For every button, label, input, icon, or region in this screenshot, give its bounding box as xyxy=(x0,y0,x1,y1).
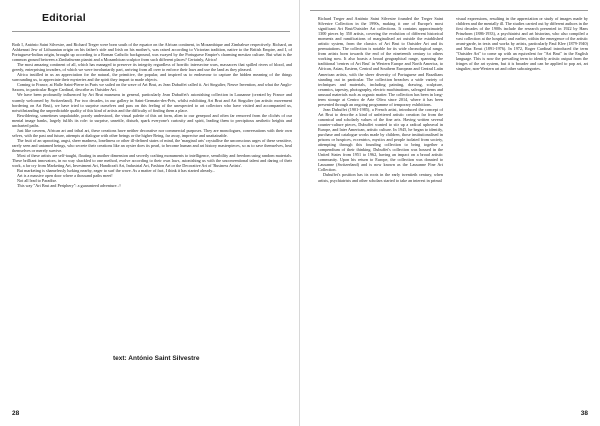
paragraph: Richard Treger and António Saint Silvestre founded the Treger Saint Silvestre Collection in the 1990s, making it one of Europe's most significant Art Brut/Outsider Art collections. It contains approximately 1300 pieces by 350 artists, covering the evolution of different historical moments and ramifications of marginalised art outside the established artistic system, from the classics of Art Brut to Outsider Art and its permutations. The collection is notable for its wide chronological range, from artists born towards the end of the nineteenth century to others working now. It also boasts a broad geographical range, spanning the traditional 'centres of Art Brut' in Western Europe and North America, to African, Asian, Eastern, Central and Southern European and Central Latin American artists, with the sheer diversity of Portuguese and Brazilians standing out in particular. The collection breaches a wide variety of techniques and materials, including painting, drawing, sculpture, ceramics, tapestry, photography, electric machinations, salvaged items and unusual materials such as organic matter. The collection has been in long-term storage at Centro de Arte Oliva since 2014, where it has been presented through an ongoing programme of temporary exhibitions. xyxy=(318,16,443,107)
paragraph: Not all lead to Paradise. xyxy=(17,178,58,184)
paragraph: Just like caverns, African art and tribal art, these creations have neither decorative nor commercial purposes. They are monologues, conversations with their own selves, with the past and future, attempts at dialogue with other beings or the higher Being, far away, imprecise and unattainable. xyxy=(12,127,292,138)
page-number: 38 xyxy=(580,410,588,417)
article-column-left xyxy=(318,16,443,183)
section-title: Editorial xyxy=(42,12,86,24)
paragraph: Most of these artists are self-taught, floating in another dimension and secretly crafting monuments to intelligence, sensibility and freedom using random materials. These brilliant innovators, in no way shackled to one method, evolve according to their own laws, astonishing us with the unconventional talent and daring of their work, a far cry from Marketing Art, Investment Art, Handicraft Art, Industrial Art, Fashion Art or the Decorative Art of 'Business Artists'. xyxy=(12,153,292,169)
header-rule xyxy=(12,31,290,32)
paragraph: visual expressions, resulting in the appreciation or study of images made by children and the mentally ill. The studies carried out by different authors in the first decades of the 1900s include the research presented in 1922 by Hans Prinzhorn (1886-1933), a psychiatrist and art historian, who also compiled a vast collection at the hospital; and earlier, within the emergence of the artistic avant-garde, in texts and works by artists, particularly Paul Klee (1879-1940) and Max Ernst (1891-1976). In 1972, Roger Cardinal introduced the term "Outsider Art" to come up with an equivalent for "Art Brut" in the English language. This is now the prevailing term to identify artistic output from the fringes of the art system, but it is broader and can be applied to pop art, art singulier, non-Western art and other subcategories. xyxy=(456,16,588,72)
author-credit: text: António Saint Silvestre xyxy=(113,355,200,362)
right-page xyxy=(300,0,600,426)
paragraph: Bewildering, sometimes unpalatable, poorly understood, the visual palette of this art form, alien to our genepool and often far removed from the clichés of our mental image banks, largely fulfils its role: to surprise, unsettle, disturb, spark everyone's curiosity and spirit, leading them to precipitous aesthetic heights and uncharted paths. xyxy=(12,112,292,128)
page-number: 28 xyxy=(12,410,20,417)
article-column-right xyxy=(456,16,588,72)
editorial-body xyxy=(12,42,292,188)
paragraph: The most amazing continent of all, which has managed to preserve its integrity regardless of horrific intersecine wars, massacres that spilled rivers of blood, and greedy, enterprising invaders, of which we were involuntarily part, arriving from all over to enforce their laws and use the land as they pleased. xyxy=(12,62,292,73)
paragraph: But marketing is shamelessly lurking nearby, eager to surf the wave. As a matter of fact, I think it has started already... xyxy=(17,168,216,174)
paragraph: Dubuffet's position has its roots in the early twentieth century, when artists, psychiatrists and other scholars started to take an interest in primal xyxy=(318,172,443,183)
paragraph: Jean Dubuffet (1901-1985), a French artist, introduced the concept of Art Brut to describe a kind of unfettered artistic creation far from the canonical and scholarly values of the fine arts. Having written several counter-culture pieces, Dubuffet wanted to stir up a radical upheaval in Europe, and later American, artistic culture. In 1945, he began to identify, purchase and catalogue works made by children, those institutionalised in prisons or hospices, eccentrics, mystics and people isolated from society, attempting through this founding collection to bring together a compendium of their thinking. Dubuffet's collection was housed in the United States from 1951 to 1962, having an impact on a broad artistic community. Upon his return to Europe, the collection was donated to Lausanne (Switzerland) and is now known as the Lausanne Fine Art Collection. xyxy=(318,106,443,173)
header-rule xyxy=(310,10,588,11)
paragraph: Africa instilled in us an appreciation for the natural, the primitive, the popular, and inspired us to endeavour to capture the hidden meaning of the things surrounding us, to appreciate their mysteries and the spirit they impart to made objects. xyxy=(12,72,292,83)
paragraph: We have been profoundly influenced by Art Brut museums in general, particularly Jean Dubuffet's astonishing collection in Lausanne (created by France and warmly welcomed by Switzerland). For two decades, in our gallery in Saint-Germain-des-Prés, whilst exhibiting Art Brut and Art Singulier (an artistic movement bordering on Art Brut), we have tried to surprise ourselves and pass on this feeling of the unexpected to art collectors who have visited and accompanied us, notwithstanding the unpredictable quality of this kind of artists and the difficulty of finding them a place. xyxy=(12,92,292,113)
paragraph: Art is a massive open door where a thousand paths meet! xyxy=(17,173,113,179)
paragraph: Both I, António Saint Silvestre, and Richard Treger were born south of the equator on the African continent, in Mozambique and Zimbabwe respectively. Richard, an Ashkenazi Jew of Lithuanian origin on his father's side and Irish on his mother's, was raised according to Victorian tradition, native to the British Empire, and I, of Portuguese-Indian origin, brought up according to a Roman Catholic background, was swayed by the Portuguese Empire's charming mestizo culture. But what is the common ground between a Zimbabwean pianist and a Mozambican sculptor from such different places? Certainly, Africa! xyxy=(12,42,292,63)
paragraph: The fruit of an uprooting, angst, sheer madness, loneliness or other ill-defined states of mind, the 'marginal arts' crystallise the unconscious urges of these sensitive, rarely seen and untamed beings, who secrete their creations like an oyster does its pearl, to become human and art history masterpieces, so as to save themselves, heal themselves or merely survive. xyxy=(12,137,292,153)
paragraph: This way "Art Brut and Periphery": a guaranteed adventure. // xyxy=(17,183,121,189)
paragraph: Coming to France, at Halle Saint-Pierre in Paris we sailed on the wave of Art Brut, as Jean Dubuffet called it. Art Singulier, Neuve Invention, and what the Anglo-Saxons, in particular Roger Cardinal, describe as Outsider Art. xyxy=(12,82,292,93)
